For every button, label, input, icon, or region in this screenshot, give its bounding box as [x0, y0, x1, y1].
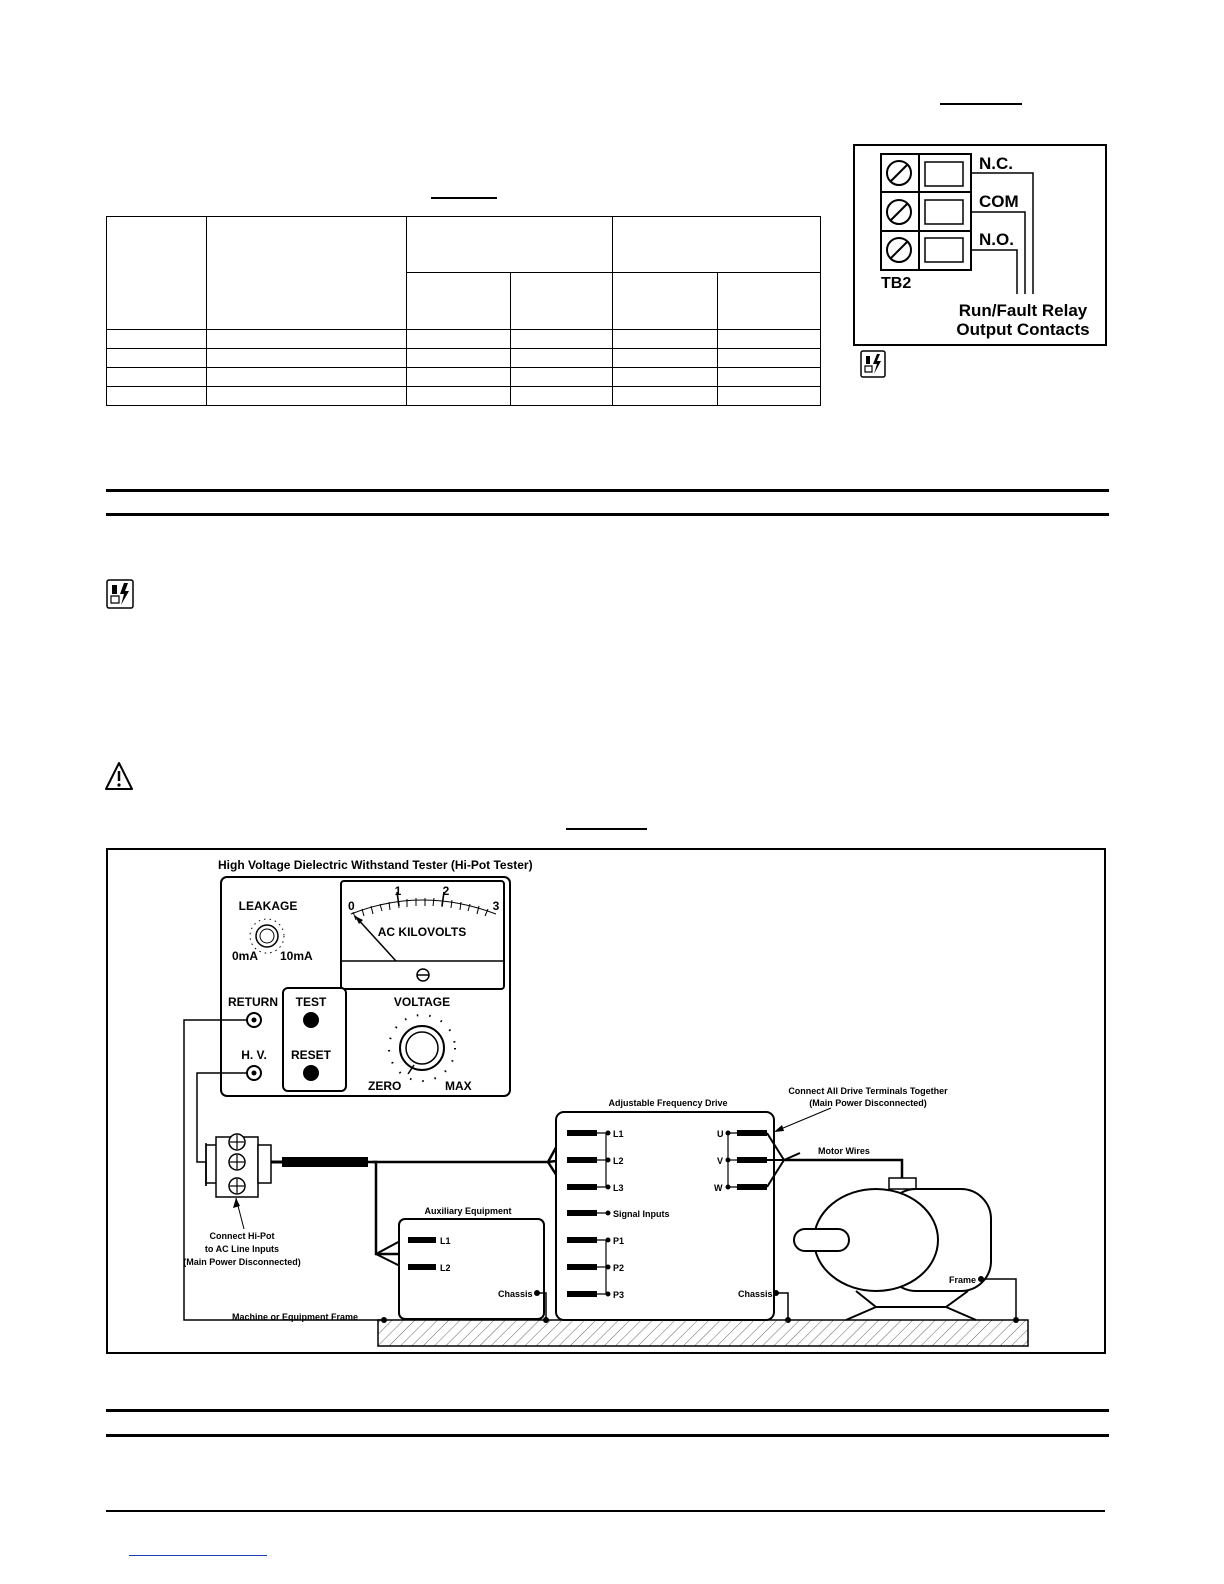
- aux-input-label: L2: [440, 1263, 451, 1273]
- connect-hipot-note: (Main Power Disconnected): [183, 1257, 301, 1267]
- screw-icon: [887, 200, 911, 224]
- section-rule: [106, 1409, 1109, 1412]
- relay-caption: Output Contacts: [956, 320, 1090, 339]
- meter-scale-label: 0: [348, 899, 355, 913]
- motor-wires-label: Motor Wires: [818, 1146, 870, 1156]
- return-label: RETURN: [228, 995, 278, 1009]
- relay-caption: Run/Fault Relay: [958, 301, 1088, 320]
- screw-icon: [887, 238, 911, 262]
- hv-jack[interactable]: [247, 1066, 261, 1080]
- aux-title: Auxiliary Equipment: [424, 1206, 512, 1216]
- table-cell: [407, 386, 511, 405]
- terminal-label-no: N.O.: [979, 230, 1014, 249]
- terminal-block-label: TB2: [881, 275, 912, 292]
- aux-terminal: [408, 1264, 436, 1270]
- connect-hipot-note: Connect Hi-Pot: [209, 1231, 275, 1241]
- table-header-cell: [613, 273, 718, 329]
- shock-hazard-icon: [106, 579, 134, 609]
- test-label: TEST: [295, 995, 327, 1009]
- drive-input-label: L1: [613, 1129, 624, 1139]
- table-header-cell: [407, 217, 613, 273]
- drive-input-label: P3: [613, 1290, 625, 1300]
- table-header-cell: [511, 273, 613, 329]
- table-cell: [718, 348, 821, 367]
- test-button[interactable]: [303, 1012, 319, 1028]
- table-cell: [107, 329, 207, 348]
- footer-rule: [106, 1510, 1105, 1512]
- table-cell: [613, 348, 718, 367]
- equipment-frame: [378, 1320, 1028, 1346]
- tester-title: High Voltage Dielectric Withstand Tester (Hi-Pot Tester): [218, 858, 533, 872]
- frame-label: Machine or Equipment Frame: [231, 1312, 359, 1322]
- aux-chassis-label: Chassis: [498, 1289, 533, 1299]
- voltage-label: VOLTAGE: [393, 995, 451, 1009]
- section-rule: [106, 513, 1109, 516]
- screw-icon: [887, 161, 911, 185]
- drive-output-label: V: [717, 1156, 724, 1166]
- table-cell: [511, 367, 613, 386]
- figure-title-underline: [566, 828, 647, 830]
- section-rule: [106, 1434, 1109, 1437]
- table-header-cell: [407, 273, 511, 329]
- return-jack[interactable]: [247, 1013, 261, 1027]
- table-cell: [107, 348, 207, 367]
- footer-link-underline[interactable]: [129, 1555, 267, 1556]
- leakage-knob[interactable]: [256, 925, 278, 947]
- leakage-min-label: 0mA: [232, 949, 259, 963]
- relay-contacts-figure: [853, 144, 1107, 346]
- table-header-cell: [613, 217, 821, 273]
- table-cell: [207, 386, 407, 405]
- motor-frame-label: Frame: [949, 1275, 977, 1285]
- table-cell: [718, 367, 821, 386]
- connect-terminals-note: Connect All Drive Terminals Together: [788, 1086, 948, 1096]
- table-header-cell: [107, 217, 207, 330]
- table-cell: [207, 367, 407, 386]
- max-label: MAX: [445, 1079, 472, 1093]
- table-title-underline: [431, 197, 497, 199]
- drive-input-label: Signal Inputs: [613, 1209, 670, 1219]
- terminal-label-nc: N.C.: [979, 154, 1013, 173]
- figure-title-underline: [940, 103, 1022, 105]
- table-cell: [718, 386, 821, 405]
- table-cell: [207, 348, 407, 367]
- drive-output-label: U: [717, 1129, 724, 1139]
- drive-input-label: L2: [613, 1156, 624, 1166]
- aux-terminal: [408, 1237, 436, 1243]
- meter-scale-label: 1: [394, 884, 402, 898]
- drive-input-label: P2: [613, 1263, 625, 1273]
- drive-chassis-label: Chassis: [738, 1289, 773, 1299]
- aux-input-label: L1: [440, 1236, 451, 1246]
- reset-button[interactable]: [303, 1065, 319, 1081]
- table-header-cell: [718, 273, 821, 329]
- table-header-cell: [207, 217, 407, 330]
- zero-adjust-icon: [417, 969, 429, 981]
- shock-hazard-icon: [860, 350, 886, 378]
- specification-table: [106, 216, 821, 406]
- table-cell: [407, 329, 511, 348]
- table-cell: [511, 329, 613, 348]
- caution-icon: [104, 760, 134, 792]
- table-cell: [207, 329, 407, 348]
- meter-label: AC KILOVOLTS: [377, 925, 467, 939]
- table-cell: [407, 367, 511, 386]
- table-cell: [511, 386, 613, 405]
- table-cell: [613, 367, 718, 386]
- hipot-test-figure: [106, 848, 1106, 1354]
- hv-label: H. V.: [241, 1048, 267, 1062]
- connect-terminals-note: (Main Power Disconnected): [809, 1098, 927, 1108]
- table-cell: [511, 348, 613, 367]
- meter-scale-label: 2: [442, 884, 450, 898]
- connect-hipot-note: to AC Line Inputs: [204, 1244, 280, 1254]
- terminal-label-com: COM: [979, 192, 1019, 211]
- table-cell: [407, 348, 511, 367]
- table-cell: [107, 367, 207, 386]
- zero-label: ZERO: [368, 1079, 402, 1093]
- leakage-label: LEAKAGE: [238, 899, 298, 913]
- cable-bundle: [282, 1157, 368, 1167]
- section-rule: [106, 489, 1109, 492]
- drive-input-label: L3: [613, 1183, 624, 1193]
- drive-input-label: P1: [613, 1236, 625, 1246]
- table-cell: [613, 386, 718, 405]
- meter-scale-label: 3: [492, 899, 500, 913]
- table-cell: [613, 329, 718, 348]
- drive-title: Adjustable Frequency Drive: [608, 1098, 728, 1108]
- table-cell: [718, 329, 821, 348]
- drive-output-label: W: [714, 1183, 723, 1193]
- reset-label: RESET: [290, 1048, 332, 1062]
- leakage-max-label: 10mA: [280, 949, 313, 963]
- table-cell: [107, 386, 207, 405]
